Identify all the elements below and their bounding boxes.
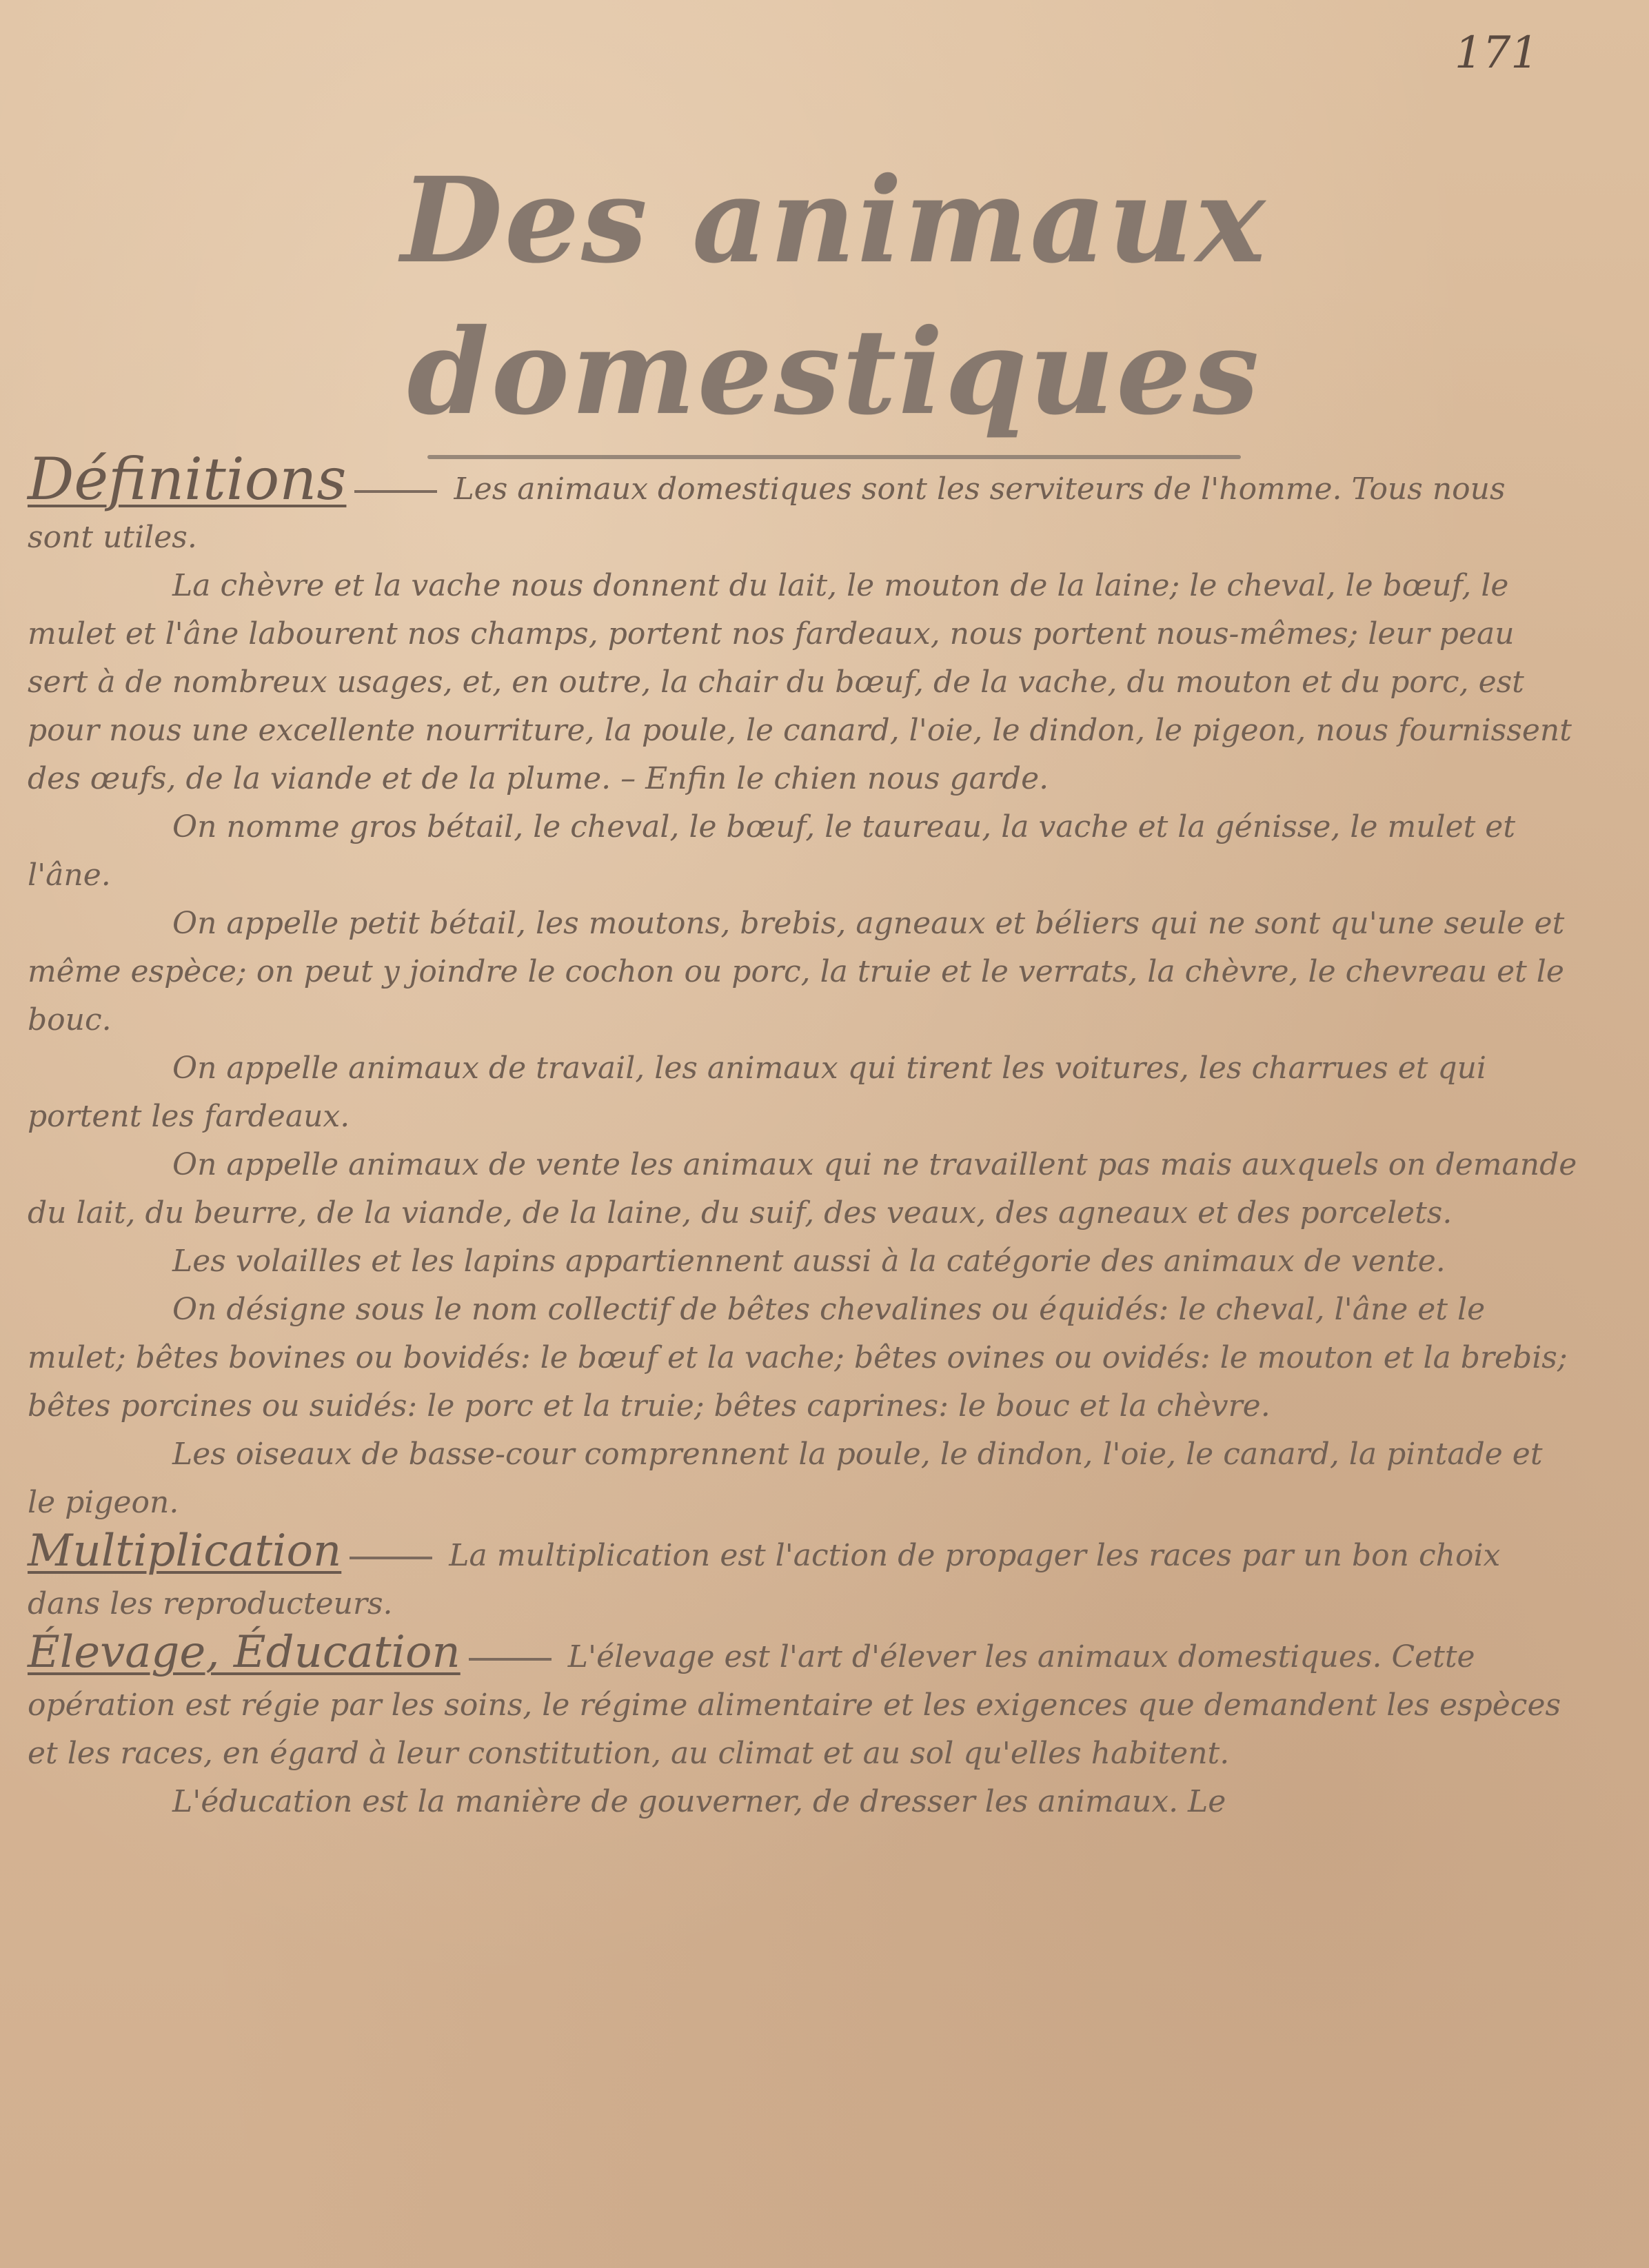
definitions-intro: Les animaux domestiques sont les serviteurs de l'homme. Tous nous sont utiles. xyxy=(28,472,1506,555)
definitions-p4: On appelle animaux de travail, les animaux qui tirent les voitures, les charrues et qui portent les fardeaux. xyxy=(28,1051,1486,1134)
definitions-heading: Définitions xyxy=(28,445,347,513)
definitions-paragraph xyxy=(28,445,1579,562)
elevage-p2: L'éducation est la manière de gouverner, de dresser les animaux. Le xyxy=(172,1784,1226,1819)
title-block xyxy=(124,145,1544,459)
elevage-heading: Élevage, Éducation xyxy=(28,1627,461,1678)
elevage-paragraph xyxy=(28,1628,1579,1778)
multiplication-paragraph xyxy=(28,1527,1579,1628)
elevage-text: L'élevage est l'art d'élever les animaux domestiques. Cette opération est régie par les soins, le régime alimentaire et les exigences que demandent les espèces et les races, en égard à leur constitution, au climat et au sol qu'elles habitent. xyxy=(28,1639,1561,1771)
definitions-p3: On appelle petit bétail, les moutons, brebis, agneaux et béliers qui ne sont qu'une seule et même espèce; on peut y joindre le cochon ou porc, la truie et le verrats, la chèvre, le chevreau et le bouc. xyxy=(28,906,1565,1037)
definitions-p5: On appelle animaux de vente les animaux qui ne travaillent pas mais auxquels on demande du lait, du beurre, de la viande, de la laine, du suif, des veaux, des agneaux et des porcelets. xyxy=(28,1147,1577,1231)
definitions-p7: On désigne sous le nom collectif de bêtes chevalines ou équidés: le cheval, l'âne et le mulet; bêtes bovines ou bovidés: le bœuf et la vache; bêtes ovines ou ovidés: le mouton et la brebis; bêtes porcines ou suidés: le porc et la truie; bêtes caprines: le bouc et la chèvre. xyxy=(28,1292,1568,1424)
multiplication-heading: Multiplication xyxy=(28,1526,342,1577)
definitions-p6: Les volailles et les lapins appartiennent aussi à la catégorie des animaux de vente. xyxy=(172,1244,1446,1279)
page-number: 171 xyxy=(1454,28,1539,79)
heading-dash xyxy=(354,490,437,493)
heading-dash xyxy=(350,1557,432,1559)
definitions-p8: Les oiseaux de basse-cour comprennent la poule, le dindon, l'oie, le canard, la pintade et le pigeon. xyxy=(28,1437,1543,1520)
body-text xyxy=(28,445,1579,1826)
definitions-p2: On nomme gros bétail, le cheval, le bœuf, le taureau, la vache et la génisse, le mulet et l'âne. xyxy=(28,809,1516,893)
definitions-p1: La chèvre et la vache nous donnent du lait, le mouton de la laine; le cheval, le bœuf, le mulet et l'âne labourent nos champs, portent nos fardeaux, nous portent nous-mêmes; leur peau sert à de nombreux usages, et, en outre, la chair du bœuf, de la vache, du mouton et du porc, est pour nous une excellente nourriture, la poule, le canard, l'oie, le dindon, le pigeon, nous fournissent des œufs, de la viande et de la plume. – Enfin le chien nous garde. xyxy=(28,568,1572,796)
page-title: Des animaux domestiques xyxy=(401,152,1268,441)
heading-dash xyxy=(469,1658,552,1661)
multiplication-text: La multiplication est l'action de propager les races par un bon choix dans les reproducteurs. xyxy=(28,1538,1501,1621)
